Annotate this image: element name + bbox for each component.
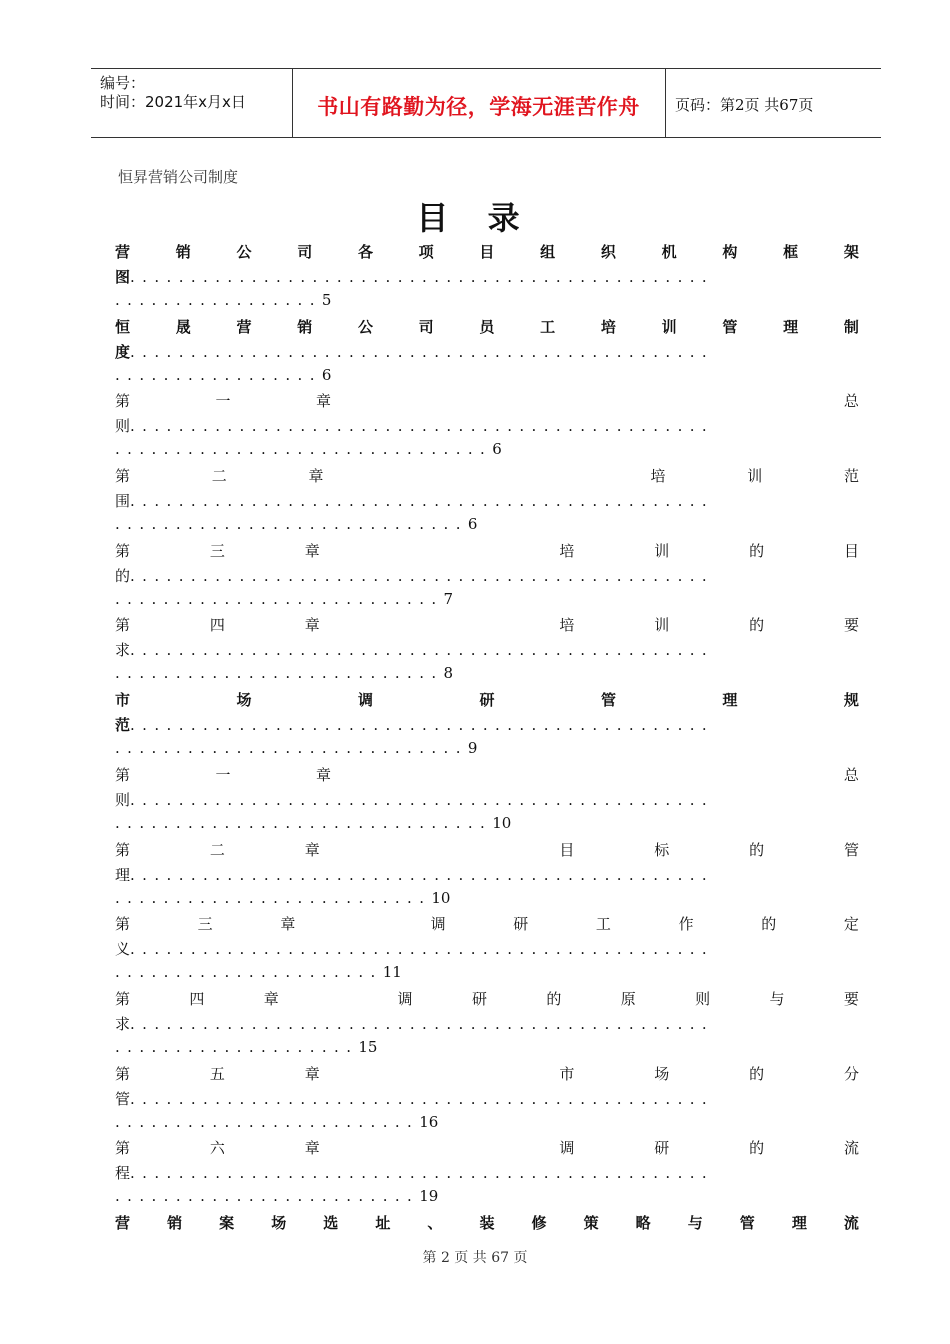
toc-heading-char: 理 bbox=[791, 1213, 807, 1232]
toc-entry[interactable] bbox=[115, 1060, 859, 1135]
toc-entry-page-line bbox=[115, 1038, 377, 1056]
toc-entry-heading bbox=[115, 390, 859, 411]
toc-heading-char: 策 bbox=[583, 1213, 599, 1232]
toc-entry-leader bbox=[115, 864, 859, 885]
table-of-contents bbox=[115, 238, 859, 1239]
toc-heading-char: 六 bbox=[209, 1139, 225, 1158]
toc-heading-char: 晟 bbox=[175, 317, 191, 336]
dot-leader: ......................... bbox=[115, 1112, 420, 1131]
dot-leader: ............................... bbox=[115, 440, 493, 459]
dot-leader: ................................................ bbox=[130, 492, 715, 511]
toc-heading-char: 场 bbox=[271, 1213, 287, 1232]
toc-heading-char: 目 bbox=[479, 243, 495, 261]
toc-entry-page-line bbox=[115, 291, 331, 309]
toc-heading-char: 一 bbox=[215, 392, 231, 411]
toc-heading-char: 规 bbox=[843, 691, 859, 710]
dot-leader: ........................... bbox=[115, 664, 444, 683]
toc-heading-char: 研 bbox=[513, 915, 529, 934]
dot-leader: .......................... bbox=[115, 888, 432, 907]
toc-heading-char: 四 bbox=[209, 616, 225, 635]
toc-heading-tail: 理 bbox=[115, 865, 131, 884]
toc-heading-char: 、 bbox=[427, 1213, 443, 1232]
toc-heading-char: 机 bbox=[661, 243, 677, 261]
toc-heading-char: 培 bbox=[559, 616, 575, 635]
toc-entry-leader bbox=[115, 714, 859, 735]
toc-heading-char: 的 bbox=[749, 541, 765, 560]
toc-heading-char: 三 bbox=[197, 915, 213, 934]
toc-entry-leader bbox=[115, 1162, 859, 1183]
toc-heading-tail: 求 bbox=[115, 641, 131, 660]
toc-heading-char: 总 bbox=[843, 392, 859, 411]
toc-heading-char: 司 bbox=[418, 317, 434, 336]
toc-heading-char: 营 bbox=[115, 243, 131, 261]
toc-heading-tail: 图 bbox=[115, 268, 131, 286]
dot-leader: ................................................ bbox=[130, 940, 715, 959]
toc-heading-char: 公 bbox=[236, 243, 252, 261]
toc-entry[interactable] bbox=[115, 238, 859, 313]
toc-heading-char: 二 bbox=[211, 467, 227, 486]
toc-heading-char: 管 bbox=[739, 1213, 755, 1232]
toc-heading-char: 调 bbox=[397, 989, 413, 1008]
toc-heading-tail: 则 bbox=[115, 790, 131, 809]
toc-heading-char: 研 bbox=[654, 1139, 670, 1158]
toc-page-number: 6 bbox=[467, 515, 478, 534]
motto-text: 书山有路勤为径，学海无涯苦作舟 bbox=[317, 95, 640, 119]
dot-leader: .................... bbox=[115, 1037, 359, 1056]
toc-heading-char: 总 bbox=[843, 765, 859, 784]
company-name: 恒昇营销公司制度 bbox=[118, 168, 239, 186]
toc-entry-leader bbox=[115, 490, 859, 511]
toc-entry-page-line bbox=[115, 1113, 438, 1131]
toc-heading-char: 流 bbox=[843, 1139, 859, 1158]
toc-page-number: 19 bbox=[419, 1187, 439, 1206]
toc-heading-char: 组 bbox=[540, 243, 556, 261]
toc-entry[interactable] bbox=[115, 313, 859, 388]
toc-heading-tail: 围 bbox=[115, 492, 131, 511]
toc-heading-char: 销 bbox=[175, 243, 191, 261]
toc-heading-char: 第 bbox=[115, 915, 131, 934]
toc-entry-leader bbox=[115, 565, 859, 586]
toc-entry-page-line bbox=[115, 963, 402, 981]
toc-entry-heading bbox=[115, 241, 859, 262]
toc-heading-char: 要 bbox=[843, 989, 859, 1008]
document-time-label: 时间：2021年x月x日 bbox=[100, 93, 246, 111]
toc-heading-char: 装 bbox=[479, 1213, 495, 1232]
toc-heading-char: 标 bbox=[654, 840, 670, 859]
toc-heading-char: 工 bbox=[595, 915, 611, 934]
dot-leader: ................................................ bbox=[130, 716, 715, 735]
toc-page-number: 8 bbox=[443, 664, 454, 683]
toc-heading-char: 项 bbox=[418, 243, 434, 261]
toc-heading-char: 的 bbox=[749, 1139, 765, 1158]
toc-heading-char: 第 bbox=[115, 765, 131, 784]
toc-entry-page-line bbox=[115, 366, 331, 384]
toc-heading-char: 调 bbox=[430, 915, 446, 934]
page-count-label: 页码：第2页 共67页 bbox=[675, 96, 814, 114]
toc-heading-char: 各 bbox=[357, 243, 373, 261]
dot-leader: ................. bbox=[115, 365, 322, 384]
toc-heading-char: 第 bbox=[115, 467, 131, 486]
dot-leader: ................................................ bbox=[130, 865, 715, 884]
header-left-cell bbox=[91, 69, 293, 137]
toc-heading-char: 管 bbox=[843, 840, 859, 859]
toc-heading-char: 四 bbox=[189, 989, 205, 1008]
toc-heading-char: 市 bbox=[559, 1064, 575, 1083]
toc-heading-char: 的 bbox=[749, 616, 765, 635]
toc-heading-char: 第 bbox=[115, 1139, 131, 1158]
toc-heading-char: 目 bbox=[843, 541, 859, 560]
toc-heading-char: 的 bbox=[761, 915, 777, 934]
toc-heading-tail: 义 bbox=[115, 940, 131, 959]
toc-heading-char: 章 bbox=[263, 989, 279, 1008]
toc-entry[interactable] bbox=[115, 1134, 859, 1209]
toc-heading-char: 构 bbox=[722, 243, 738, 261]
toc-entry[interactable] bbox=[115, 985, 859, 1060]
header-center-cell bbox=[292, 69, 666, 137]
toc-entry-page-line bbox=[115, 739, 477, 757]
toc-heading-char: 的 bbox=[749, 1064, 765, 1083]
toc-heading-char: 选 bbox=[323, 1213, 339, 1232]
toc-entry-heading bbox=[115, 764, 859, 785]
toc-heading-char: 培 bbox=[559, 541, 575, 560]
toc-heading-tail: 程 bbox=[115, 1164, 131, 1183]
toc-entry-leader bbox=[115, 1088, 859, 1109]
toc-heading-char: 制 bbox=[843, 317, 859, 336]
toc-heading-char: 与 bbox=[687, 1213, 703, 1232]
toc-entry-heading bbox=[115, 988, 859, 1009]
toc-heading-char: 第 bbox=[115, 541, 131, 560]
toc-heading-tail: 范 bbox=[115, 716, 131, 735]
toc-entry-page-line bbox=[115, 664, 453, 682]
toc-entry[interactable] bbox=[115, 1209, 859, 1239]
toc-entry[interactable] bbox=[115, 387, 859, 462]
toc-page-number: 6 bbox=[492, 440, 502, 459]
toc-heading-char: 调 bbox=[357, 691, 373, 710]
toc-entry-page-line bbox=[115, 814, 511, 832]
toc-heading-char: 场 bbox=[236, 691, 252, 710]
toc-entry-leader bbox=[115, 1013, 859, 1034]
toc-heading-char: 章 bbox=[304, 840, 320, 859]
toc-heading-char: 第 bbox=[115, 840, 131, 859]
toc-heading-char: 员 bbox=[479, 317, 495, 336]
toc-entry-leader bbox=[115, 415, 859, 436]
header-table bbox=[91, 68, 881, 138]
toc-heading-char: 市 bbox=[115, 691, 131, 710]
toc-entry-page-line bbox=[115, 889, 450, 907]
toc-entry-heading bbox=[115, 465, 859, 486]
toc-entry-heading bbox=[115, 689, 859, 710]
dot-leader: ................................................ bbox=[130, 268, 715, 286]
toc-page-number: 10 bbox=[431, 888, 451, 907]
dot-leader: ................................................ bbox=[130, 641, 715, 660]
dot-leader: ................................................ bbox=[130, 342, 715, 361]
toc-heading-char: 司 bbox=[297, 243, 313, 261]
page-footer: 第 2 页 共 67 页 bbox=[422, 1250, 528, 1266]
toc-heading-char: 架 bbox=[843, 243, 859, 261]
toc-entry[interactable] bbox=[115, 462, 859, 537]
toc-entry[interactable] bbox=[115, 686, 859, 761]
dot-leader: ................................................ bbox=[130, 1014, 715, 1033]
toc-heading-char: 工 bbox=[540, 317, 556, 336]
toc-heading-char: 章 bbox=[316, 392, 332, 411]
toc-heading-char: 理 bbox=[722, 691, 738, 710]
toc-heading-char: 营 bbox=[236, 317, 252, 336]
toc-heading-char: 训 bbox=[661, 317, 677, 336]
dot-leader: ............................. bbox=[115, 515, 468, 534]
toc-heading-char: 略 bbox=[635, 1213, 651, 1232]
toc-heading-char: 调 bbox=[559, 1139, 575, 1158]
toc-heading-tail: 则 bbox=[115, 417, 131, 436]
toc-entry-page-line bbox=[115, 1187, 438, 1205]
toc-heading-char: 的 bbox=[749, 840, 765, 859]
toc-entry-leader bbox=[115, 789, 859, 810]
toc-entry[interactable] bbox=[115, 836, 859, 911]
toc-heading-tail: 管 bbox=[115, 1089, 131, 1108]
toc-heading-char: 恒 bbox=[115, 317, 131, 336]
toc-entry[interactable] bbox=[115, 910, 859, 985]
toc-page-number: 11 bbox=[382, 963, 402, 982]
toc-heading-char: 章 bbox=[304, 541, 320, 560]
toc-entry[interactable] bbox=[115, 611, 859, 686]
toc-heading-char: 第 bbox=[115, 392, 131, 411]
toc-page-number: 7 bbox=[443, 589, 454, 608]
toc-heading-char: 销 bbox=[167, 1213, 183, 1232]
toc-entry-page-line bbox=[115, 515, 477, 533]
toc-page-number: 15 bbox=[358, 1037, 378, 1056]
toc-entry-heading bbox=[115, 614, 859, 635]
dot-leader: ................. bbox=[115, 291, 322, 309]
dot-leader: ................................................ bbox=[130, 417, 715, 436]
toc-heading-char: 原 bbox=[620, 989, 636, 1008]
toc-heading-char: 章 bbox=[308, 467, 324, 486]
toc-entry-leader bbox=[115, 266, 859, 287]
toc-heading-char: 分 bbox=[843, 1064, 859, 1083]
toc-heading-tail: 度 bbox=[115, 342, 131, 361]
toc-heading-char: 则 bbox=[695, 989, 711, 1008]
toc-entry-heading bbox=[115, 1137, 859, 1158]
toc-entry-page-line bbox=[115, 590, 453, 608]
toc-heading-char: 销 bbox=[297, 317, 313, 336]
dot-leader: ........................... bbox=[115, 589, 444, 608]
toc-entry-page-line bbox=[115, 440, 502, 458]
toc-heading-char: 研 bbox=[471, 989, 487, 1008]
toc-heading-char: 训 bbox=[654, 541, 670, 560]
toc-entry-heading bbox=[115, 839, 859, 860]
toc-heading-char: 培 bbox=[650, 467, 666, 486]
toc-heading-char: 训 bbox=[747, 467, 763, 486]
toc-heading-char: 织 bbox=[600, 243, 616, 261]
toc-heading-char: 管 bbox=[600, 691, 616, 710]
toc-heading-char: 定 bbox=[843, 915, 859, 934]
dot-leader: ................................................ bbox=[130, 1089, 715, 1108]
toc-entry-leader bbox=[115, 938, 859, 959]
toc-heading-char: 公 bbox=[357, 317, 373, 336]
toc-heading-tail: 求 bbox=[115, 1014, 131, 1033]
toc-heading-char: 范 bbox=[843, 467, 859, 486]
toc-heading-char: 址 bbox=[375, 1213, 391, 1232]
toc-page-number: 16 bbox=[419, 1112, 439, 1131]
toc-heading-char: 第 bbox=[115, 616, 131, 635]
dot-leader: ......................... bbox=[115, 1187, 420, 1206]
dot-leader: ...................... bbox=[115, 963, 383, 982]
toc-entry-heading bbox=[115, 1063, 859, 1084]
toc-heading-char: 章 bbox=[304, 616, 320, 635]
toc-heading-char: 培 bbox=[600, 317, 616, 336]
toc-heading-char: 框 bbox=[783, 243, 799, 261]
toc-heading-tail: 的 bbox=[115, 566, 131, 585]
toc-heading-char: 二 bbox=[209, 840, 225, 859]
toc-heading-char: 的 bbox=[546, 989, 562, 1008]
toc-page-number: 9 bbox=[467, 739, 478, 758]
toc-heading-char: 目 bbox=[559, 840, 575, 859]
toc-heading-char: 章 bbox=[280, 915, 296, 934]
toc-entry-leader bbox=[115, 341, 859, 362]
toc-entry-heading bbox=[115, 913, 859, 934]
document-number-label: 编号： bbox=[100, 74, 146, 92]
dot-leader: ................................................ bbox=[130, 790, 715, 809]
dot-leader: ................................................ bbox=[130, 1164, 715, 1183]
toc-heading-char: 章 bbox=[304, 1064, 320, 1083]
toc-heading-char: 五 bbox=[209, 1064, 225, 1083]
toc-heading-char: 研 bbox=[479, 691, 495, 710]
toc-entry-heading bbox=[115, 316, 859, 337]
dot-leader: ................................................ bbox=[130, 566, 715, 585]
toc-heading-char: 作 bbox=[678, 915, 694, 934]
toc-heading-char: 营 bbox=[115, 1213, 131, 1232]
toc-heading-char: 与 bbox=[769, 989, 785, 1008]
toc-heading-char: 训 bbox=[654, 616, 670, 635]
toc-heading-char: 一 bbox=[215, 765, 231, 784]
toc-heading-char: 章 bbox=[304, 1139, 320, 1158]
toc-entry-heading bbox=[115, 540, 859, 561]
toc-heading-char: 要 bbox=[843, 616, 859, 635]
toc-page-number: 10 bbox=[492, 813, 512, 832]
toc-entry[interactable] bbox=[115, 537, 859, 612]
toc-entry[interactable] bbox=[115, 761, 859, 836]
dot-leader: ............................. bbox=[115, 739, 468, 758]
toc-heading-char: 第 bbox=[115, 1064, 131, 1083]
toc-page-number: 5 bbox=[321, 291, 332, 309]
toc-heading-char: 案 bbox=[219, 1213, 235, 1232]
toc-heading-char: 第 bbox=[115, 989, 131, 1008]
dot-leader: ............................... bbox=[115, 813, 493, 832]
toc-heading-char: 场 bbox=[654, 1064, 670, 1083]
toc-heading-char: 章 bbox=[316, 765, 332, 784]
toc-heading-char: 修 bbox=[531, 1213, 547, 1232]
toc-heading-char: 三 bbox=[209, 541, 225, 560]
toc-page-number: 6 bbox=[321, 365, 332, 384]
header-right-cell bbox=[666, 69, 881, 137]
toc-heading-char: 理 bbox=[783, 317, 799, 336]
toc-title: 目 录 bbox=[416, 199, 534, 237]
toc-entry-leader bbox=[115, 639, 859, 660]
toc-heading-char: 管 bbox=[722, 317, 738, 336]
toc-heading-char: 流 bbox=[843, 1213, 859, 1232]
toc-entry-heading bbox=[115, 1212, 859, 1233]
